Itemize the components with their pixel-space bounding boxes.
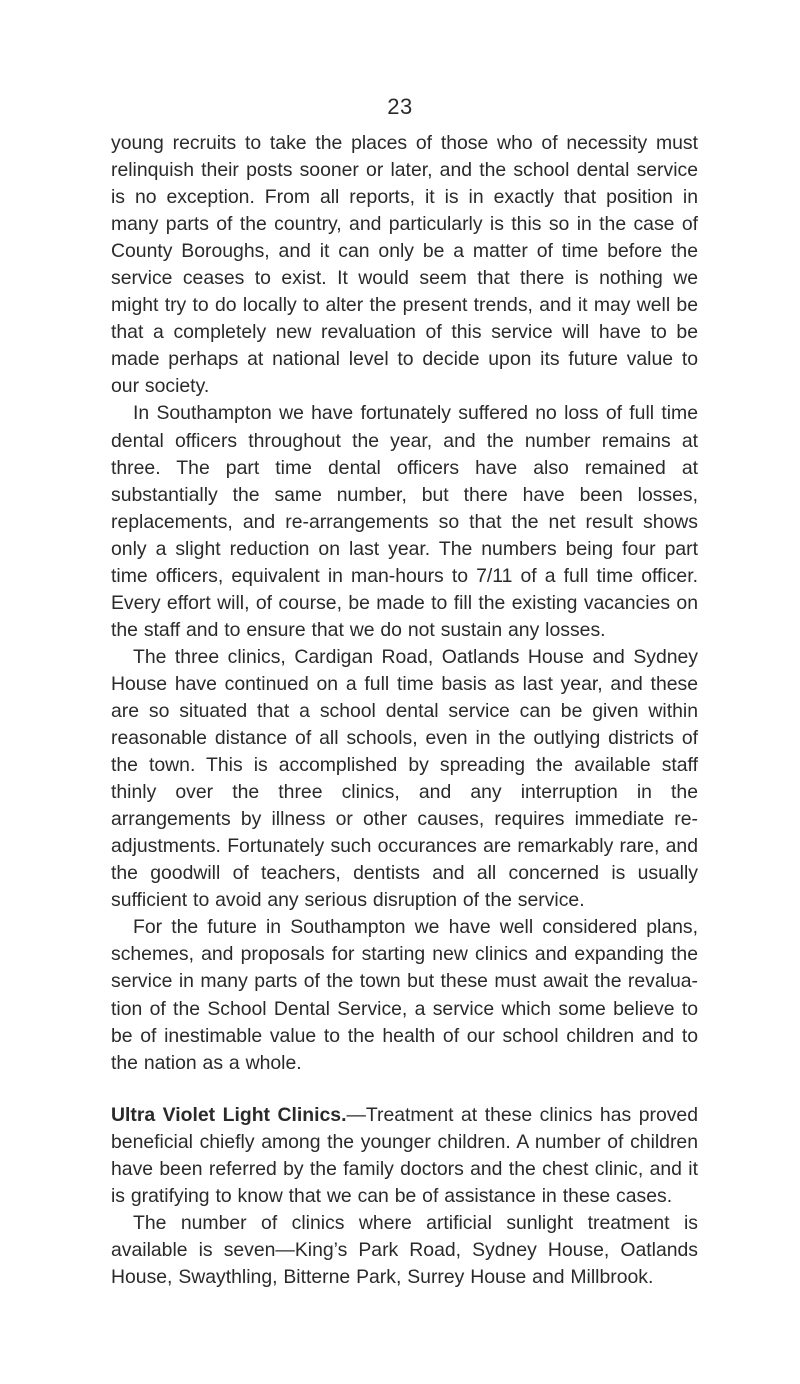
paragraph-future-plans: For the future in Southampton we have well considered plans, schemes, and proposals for starting new clinics and expanding the service in many parts of the town but these must await the revaluation of the School Dental Service, a service which some believe to be of inestimable value to the health of our school children and to the nation as a whole. [111,916,698,1074]
paragraph-sunlight-clinics: The number of clinics where artificial sunlight treatment is available is seven—King’s Park Road, Sydney House, Oatlands House, Swaythling, Bitterne Park, Surrey House and Millbrook. [111,1211,698,1288]
section-lead-text: —Treatment at these clinics has proved beneficial chiefly among the younger children. A number of children have been referred by the family doctors and the chest clinic, and it is gratifying to know that we can be of assistance in these cases. [111,1103,698,1207]
paragraph-continued: young recruits to take the places of those who of necessity must relinquish their posts sooner or later, and the school dental service is no exception. From all reports, it is in exactly that position in many parts of the country, and particularly is this so in the case of County Boroughs, and it can only be a matter of time before the service ceases to exist. It would seem that there is nothing we might try to do locally to alter the present trends, and it may well be that a completely new revaluation of this service will have to be made perhaps at national level to decide upon its future value to our society. [111,132,698,398]
body-text [111,130,698,1291]
paragraph-clinics: The three clinics, Cardigan Road, Oatlands House and Sydney House have continued on a full time basis as last year, and these are so situated that a school dental service can be given within reasonable distance of all schools, even in the outlying districts of the town. This is accomplished by spreading the available staff thinly over the three clinics, and any interruption in the arrangements by illness or other causes, requires immediate re-adjustments. Fortunately such occurances are remarkably rare, and the goodwill of teachers, dentists and all concerned is usually sufficient to avoid any serious disruption of the service. [111,645,698,912]
section-heading: Ultra Violet Light Clinics. [111,1103,347,1126]
page-number: 23 [387,94,413,119]
section-ultra-violet [111,1102,698,1210]
paragraph-dental-officers: In Southampton we have fortunately suffered no loss of full time dental officers throughout the year, and the number remains at three. The part time dental officers have also remained at substantially the same number, but there have been losses, replacements, and re-arrangements so that the net result shows only a slight reduction on last year. The numbers being four part time officers, equivalent in man-hours to 7/11 of a full time officer. Every effort will, of course, be made to fill the existing vacancies on the staff and to ensure that we do not sustain any losses. [111,402,698,641]
